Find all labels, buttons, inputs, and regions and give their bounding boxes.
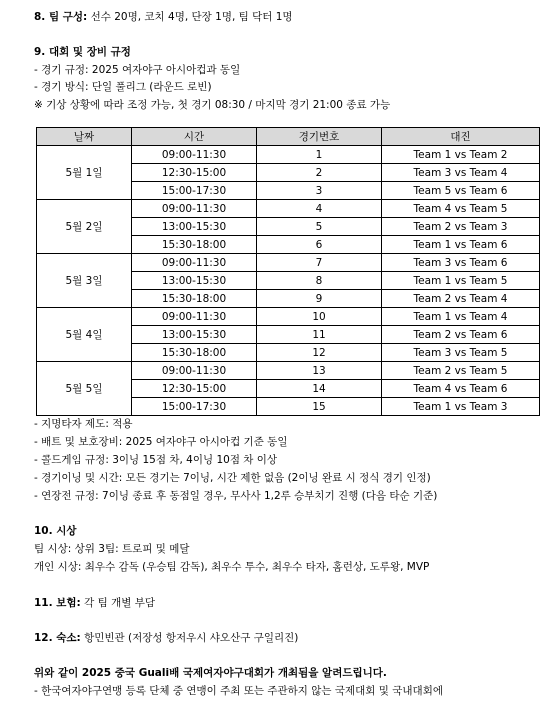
date-cell: 5월 1일: [37, 146, 132, 200]
game-number-cell: 3: [257, 182, 382, 200]
section-12-lodging: [34, 631, 298, 645]
table-header-row: [37, 128, 540, 146]
matchup-cell: Team 5 vs Team 6: [382, 182, 540, 200]
rule-mercy: - 콜드게임 규정: 3이닝 15점 차, 4이닝 10점 차 이상: [34, 454, 278, 466]
time-cell: 12:30-15:00: [132, 164, 257, 182]
game-number-cell: 6: [257, 236, 382, 254]
section-8-team-composition: [34, 10, 293, 24]
section-8-text: 선수 20명, 코치 4명, 단장 1명, 팀 닥터 1명: [87, 11, 293, 23]
section-9-heading: 9. 대회 및 장비 규정: [34, 46, 131, 58]
time-cell: 13:00-15:30: [132, 326, 257, 344]
game-number-cell: 13: [257, 362, 382, 380]
matchup-cell: Team 1 vs Team 2: [382, 146, 540, 164]
last-line: - 한국여자야구연맹 등록 단체 중 연맹이 주최 또는 주관하지 않는 국제대회 및 국내대회에: [34, 685, 443, 697]
table-row: [37, 362, 540, 380]
rule-designated-hitter: - 지명타자 제도: 적용: [34, 418, 133, 430]
game-number-cell: 7: [257, 254, 382, 272]
time-cell: 15:30-18:00: [132, 290, 257, 308]
matchup-cell: Team 1 vs Team 6: [382, 236, 540, 254]
section-10-heading: 10. 시상: [34, 525, 77, 537]
date-cell: 5월 4일: [37, 308, 132, 362]
game-number-cell: 8: [257, 272, 382, 290]
game-number-cell: 15: [257, 398, 382, 416]
matchup-cell: Team 2 vs Team 3: [382, 218, 540, 236]
time-cell: 13:00-15:30: [132, 272, 257, 290]
table-row: [37, 200, 540, 218]
section-12-num: 12.: [34, 632, 57, 644]
game-number-cell: 5: [257, 218, 382, 236]
matchup-cell: Team 3 vs Team 6: [382, 254, 540, 272]
date-cell: 5월 3일: [37, 254, 132, 308]
schedule-table: [36, 127, 540, 416]
table-row: [37, 146, 540, 164]
header-date: 날짜: [37, 128, 132, 146]
game-number-cell: 11: [257, 326, 382, 344]
section-11-num: 11.: [34, 597, 57, 609]
section-11-text: 각 팀 개별 부담: [80, 597, 155, 609]
header-matchup: 대진: [382, 128, 540, 146]
matchup-cell: Team 4 vs Team 5: [382, 200, 540, 218]
matchup-cell: Team 1 vs Team 3: [382, 398, 540, 416]
time-cell: 09:00-11:30: [132, 362, 257, 380]
rule-bat-equipment: - 배트 및 보호장비: 2025 여자야구 아시아컵 기준 동일: [34, 436, 288, 448]
matchup-cell: Team 3 vs Team 5: [382, 344, 540, 362]
section-8-num: 8.: [34, 11, 49, 23]
game-number-cell: 14: [257, 380, 382, 398]
game-number-cell: 4: [257, 200, 382, 218]
time-cell: 15:00-17:30: [132, 398, 257, 416]
section-11-title: 보험:: [56, 597, 81, 609]
rule-innings-time: - 경기이닝 및 시간: 모든 경기는 7이닝, 시간 제한 없음 (2이닝 완료 시 정식 경기 인정): [34, 472, 431, 484]
game-number-cell: 1: [257, 146, 382, 164]
rule-extra-innings: - 연장전 규정: 7이닝 종료 후 동점일 경우, 무사사 1,2루 승부치기 진행 (다음 타순 기준): [34, 490, 438, 502]
header-time: 시간: [132, 128, 257, 146]
section-8-title: 팀 구성:: [48, 11, 88, 23]
matchup-cell: Team 3 vs Team 4: [382, 164, 540, 182]
section-12-title: 숙소:: [56, 632, 81, 644]
matchup-cell: Team 4 vs Team 6: [382, 380, 540, 398]
matchup-cell: Team 1 vs Team 4: [382, 308, 540, 326]
table-row: [37, 254, 540, 272]
section-9-line-1: - 경기 규정: 2025 여자야구 아시아컵과 동일: [34, 64, 241, 76]
header-game-number: 경기번호: [257, 128, 382, 146]
table-row: [37, 308, 540, 326]
matchup-cell: Team 2 vs Team 4: [382, 290, 540, 308]
game-number-cell: 12: [257, 344, 382, 362]
time-cell: 09:00-11:30: [132, 200, 257, 218]
time-cell: 12:30-15:00: [132, 380, 257, 398]
game-number-cell: 2: [257, 164, 382, 182]
section-10-line-2: 개인 시상: 최우수 감독 (우승팀 감독), 최우수 투수, 최우수 타자, 홈런상, 도루왕, MVP: [34, 561, 430, 573]
time-cell: 09:00-11:30: [132, 146, 257, 164]
time-cell: 15:30-18:00: [132, 236, 257, 254]
game-number-cell: 9: [257, 290, 382, 308]
closing-statement: 위와 같이 2025 중국 Guali배 국제여자야구대회가 개최됨을 알려드립니다.: [34, 667, 387, 679]
section-9-line-2: - 경기 방식: 단일 풀리그 (라운드 로빈): [34, 81, 212, 93]
matchup-cell: Team 1 vs Team 5: [382, 272, 540, 290]
time-cell: 09:00-11:30: [132, 308, 257, 326]
game-number-cell: 10: [257, 308, 382, 326]
date-cell: 5월 2일: [37, 200, 132, 254]
section-10-line-1: 팀 시상: 상위 3팀: 트로피 및 메달: [34, 543, 190, 555]
section-11-insurance: [34, 596, 155, 610]
time-cell: 15:00-17:30: [132, 182, 257, 200]
time-cell: 15:30-18:00: [132, 344, 257, 362]
section-9-line-3: ※ 기상 상황에 따라 조정 가능, 첫 경기 08:30 / 마지막 경기 21:00 종료 가능: [34, 99, 391, 111]
matchup-cell: Team 2 vs Team 5: [382, 362, 540, 380]
date-cell: 5월 5일: [37, 362, 132, 416]
section-12-text: 항민빈관 (저장성 항저우시 샤오산구 구일리진): [80, 632, 299, 644]
matchup-cell: Team 2 vs Team 6: [382, 326, 540, 344]
time-cell: 09:00-11:30: [132, 254, 257, 272]
time-cell: 13:00-15:30: [132, 218, 257, 236]
